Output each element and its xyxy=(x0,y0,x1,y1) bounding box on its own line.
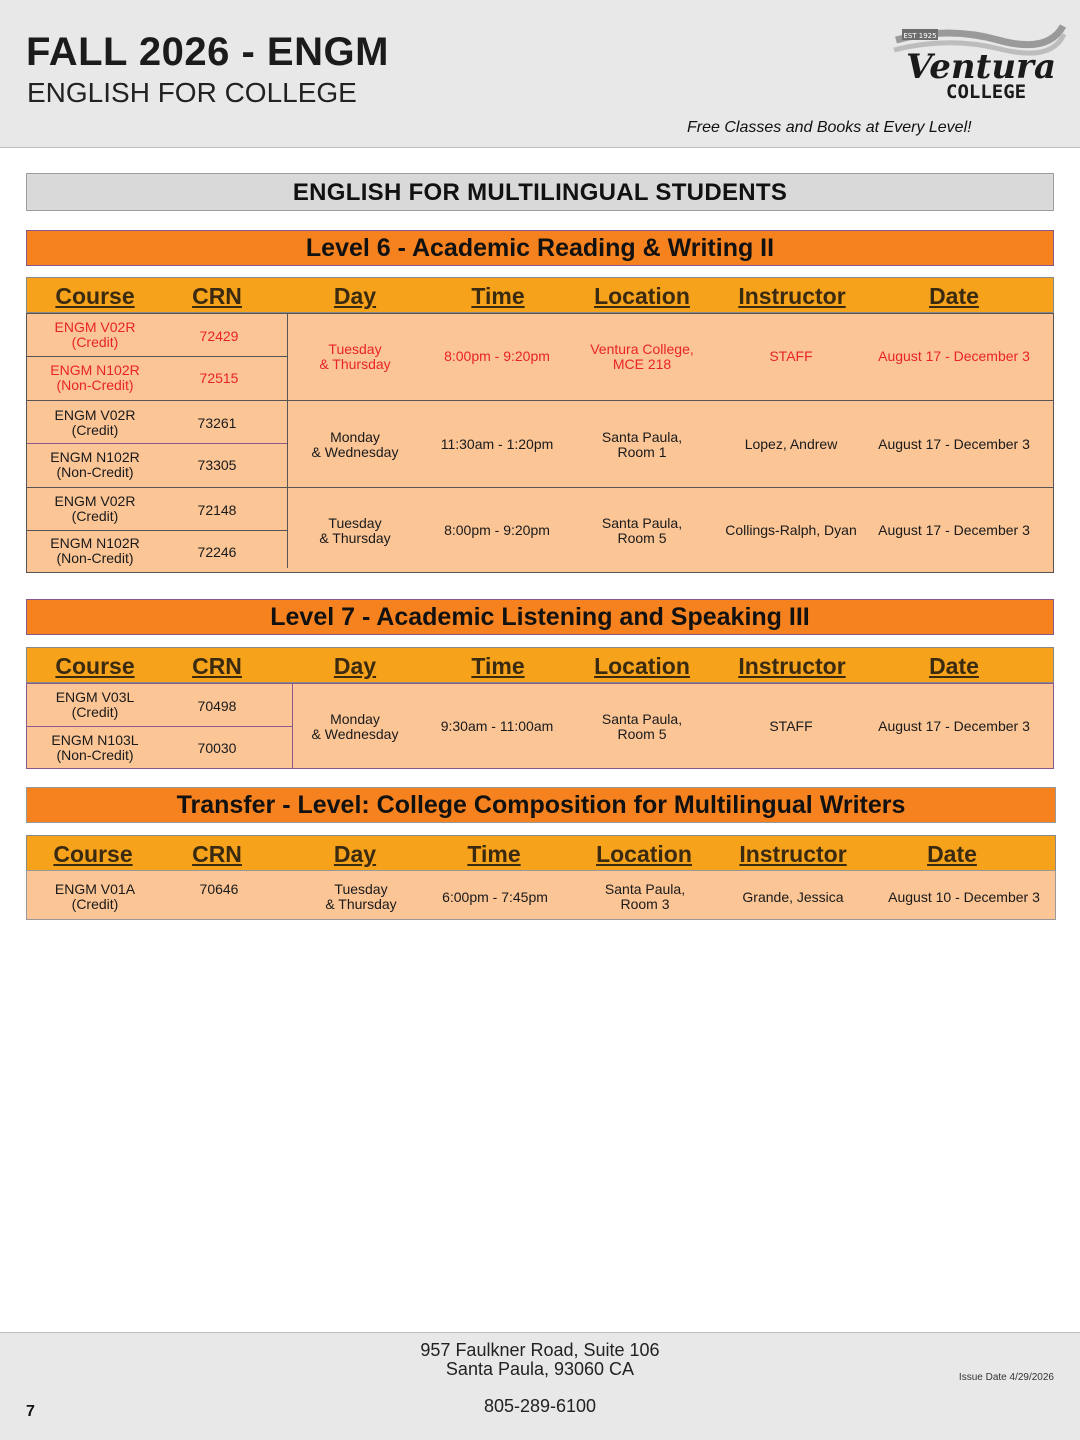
crn: 70498 xyxy=(197,698,237,714)
page-footer xyxy=(0,1332,1080,1440)
level-6-table-body xyxy=(26,313,1054,573)
transfer-table-header xyxy=(26,835,1056,871)
time: 9:30am - 11:00am xyxy=(440,718,554,734)
date: August 17 - December 3 xyxy=(878,522,1030,538)
col-location: Location xyxy=(596,841,692,867)
address: 957 Faulkner Road, Suite 106 Santa Paula, 93060 CA xyxy=(420,1340,660,1379)
logo-name-text: Ventura xyxy=(906,47,1056,87)
col-instructor: Instructor xyxy=(739,841,847,867)
day: Tuesday & Thursday xyxy=(319,341,391,372)
crn: 72429 xyxy=(199,328,239,344)
location: Santa Paula, Room 3 xyxy=(604,881,686,912)
col-crn: CRN xyxy=(192,283,242,309)
location: Santa Paula, Room 5 xyxy=(601,711,683,742)
instructor: Lopez, Andrew xyxy=(744,436,838,452)
day: Tuesday & Thursday xyxy=(319,515,391,546)
crn: 73261 xyxy=(197,415,237,431)
tagline: Free Classes and Books at Every Level! xyxy=(687,119,972,136)
location: Santa Paula, Room 1 xyxy=(601,429,683,460)
course-code: ENGM N103L (Non-Credit) xyxy=(51,732,139,763)
col-crn: CRN xyxy=(192,841,242,867)
col-time: Time xyxy=(467,841,521,867)
col-location: Location xyxy=(594,283,690,309)
crn: 72148 xyxy=(197,502,237,518)
crn: 72246 xyxy=(197,544,237,560)
crn: 70030 xyxy=(197,740,237,756)
col-date: Date xyxy=(927,841,977,867)
course-code: ENGM V02R (Credit) xyxy=(54,493,136,524)
col-course: Course xyxy=(55,283,135,309)
course-code: ENGM N102R (Non-Credit) xyxy=(50,449,140,480)
instructor: Collings-Ralph, Dyan xyxy=(725,522,857,538)
col-location: Location xyxy=(594,653,690,679)
crn: 70646 xyxy=(199,881,239,897)
time: 11:30am - 1:20pm xyxy=(440,436,554,452)
col-instructor: Instructor xyxy=(738,283,846,309)
level-6-table-header xyxy=(26,277,1054,313)
transfer-table-body xyxy=(26,870,1056,920)
ventura-college-logo xyxy=(888,22,1068,106)
instructor: STAFF xyxy=(769,718,813,734)
transfer-level-title: Transfer - Level: College Composition for Multilingual Writers xyxy=(26,787,1056,823)
crn: 72515 xyxy=(199,370,239,386)
col-day: Day xyxy=(333,841,377,867)
level-7-table-body xyxy=(26,683,1054,769)
col-course: Course xyxy=(55,653,135,679)
instructor: STAFF xyxy=(769,348,813,364)
col-instructor: Instructor xyxy=(738,653,846,679)
col-day: Day xyxy=(333,283,377,309)
time: 8:00pm - 9:20pm xyxy=(444,348,550,364)
crn: 73305 xyxy=(197,457,237,473)
logo-college-text: COLLEGE xyxy=(946,81,1027,103)
col-date: Date xyxy=(929,653,979,679)
col-date: Date xyxy=(929,283,979,309)
instructor: Grande, Jessica xyxy=(742,889,844,905)
section-title: ENGLISH FOR MULTILINGUAL STUDENTS xyxy=(26,173,1054,211)
day: Monday & Wednesday xyxy=(311,711,399,742)
date: August 17 - December 3 xyxy=(878,718,1030,734)
col-course: Course xyxy=(53,841,133,867)
phone-number: 805-289-6100 xyxy=(483,1396,597,1416)
date: August 17 - December 3 xyxy=(878,348,1030,364)
location: Ventura College, MCE 218 xyxy=(590,341,694,372)
level-7-title: Level 7 - Academic Listening and Speaking III xyxy=(26,599,1054,635)
issue-date: Issue Date 4/29/2026 xyxy=(958,1372,1054,1383)
col-time: Time xyxy=(471,653,525,679)
date: August 10 - December 3 xyxy=(888,889,1040,905)
col-crn: CRN xyxy=(192,653,242,679)
logo-est-text: EST 1925 xyxy=(903,32,937,40)
location: Santa Paula, Room 5 xyxy=(601,515,683,546)
course-code: ENGM V03L (Credit) xyxy=(55,689,135,720)
page-number: 7 xyxy=(26,1403,35,1420)
col-time: Time xyxy=(471,283,525,309)
time: 8:00pm - 9:20pm xyxy=(444,522,550,538)
time: 6:00pm - 7:45pm xyxy=(442,889,548,905)
course-code: ENGM V02R (Credit) xyxy=(54,407,136,438)
page-header xyxy=(0,0,1080,148)
course-code: ENGM V01A (Credit) xyxy=(54,881,136,912)
day: Tuesday & Thursday xyxy=(325,881,397,912)
course-code: ENGM N102R (Non-Credit) xyxy=(50,362,140,393)
date: August 17 - December 3 xyxy=(878,436,1030,452)
page-title: FALL 2026 - ENGM xyxy=(26,30,389,74)
level-7-table-header xyxy=(26,647,1054,683)
course-code: ENGM V02R (Credit) xyxy=(54,319,136,350)
level-6-title: Level 6 - Academic Reading & Writing II xyxy=(26,230,1054,266)
col-day: Day xyxy=(333,653,377,679)
course-code: ENGM N102R (Non-Credit) xyxy=(50,535,140,566)
day: Monday & Wednesday xyxy=(311,429,399,460)
page-subtitle: ENGLISH FOR COLLEGE xyxy=(27,77,357,108)
